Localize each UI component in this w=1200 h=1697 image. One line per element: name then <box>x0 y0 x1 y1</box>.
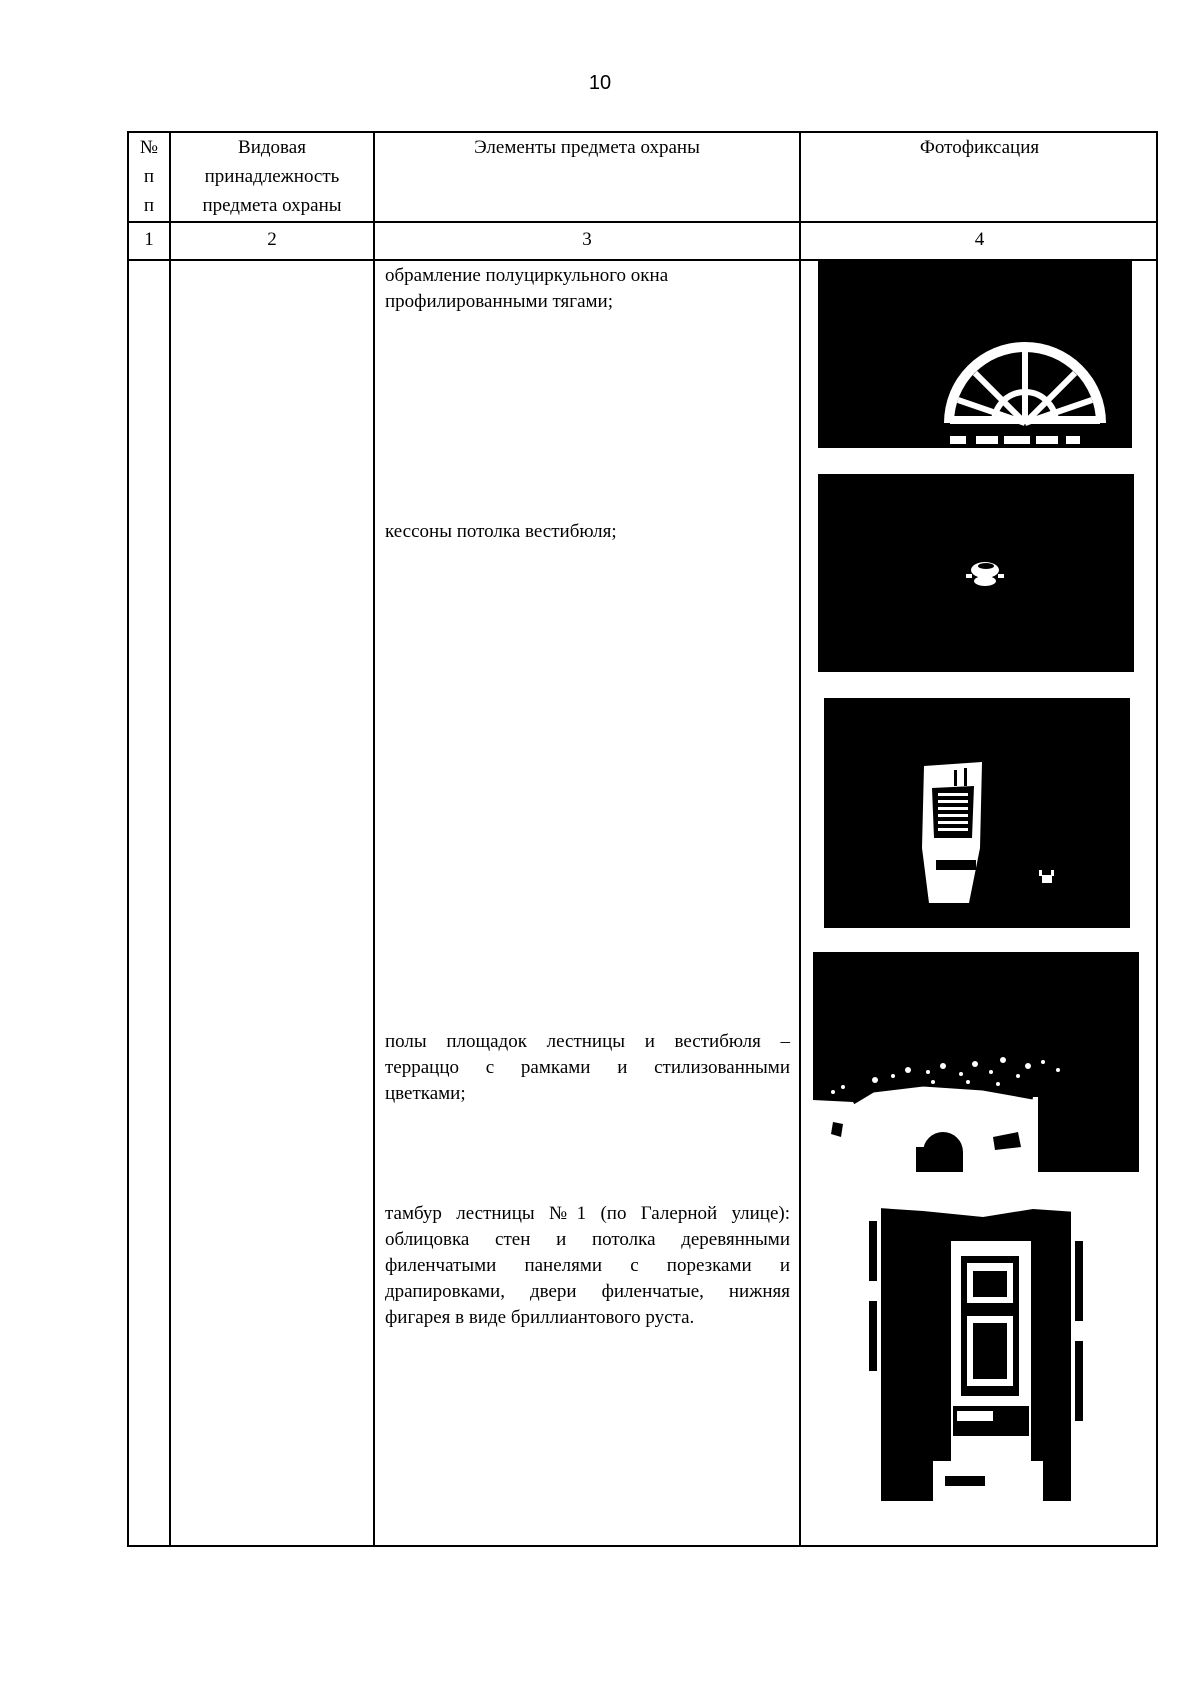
terrazzo-floor-photo <box>813 952 1139 1172</box>
header-type <box>171 133 373 220</box>
element-text-line: терраццо с рамками и стилизованными <box>385 1057 790 1078</box>
column-divider <box>373 133 375 1545</box>
element-description <box>385 519 790 545</box>
header-number-line: № <box>139 137 159 158</box>
column-number: 4 <box>974 229 985 250</box>
header-type-line: принадлежность <box>204 166 340 187</box>
vestibule-panels-photo <box>863 1181 1091 1501</box>
column-number: 2 <box>267 229 277 250</box>
header-divider <box>129 221 1156 223</box>
header-number-line: п <box>143 195 155 216</box>
element-text-line: тамбур лестницы №1 (по Галерной улице): <box>385 1203 790 1224</box>
element-text-line: полы площадок лестницы и вестибюля – <box>385 1031 790 1052</box>
ceiling-coffers-photo <box>818 474 1134 672</box>
column-divider <box>799 133 801 1545</box>
element-text-line: цветками; <box>385 1083 466 1104</box>
arched-window-photo <box>818 260 1132 448</box>
column-number: 3 <box>582 229 592 250</box>
element-text-line: филенчатыми панелями с порезками и <box>385 1255 790 1276</box>
element-description <box>385 1201 790 1331</box>
staircase-photo <box>824 698 1130 928</box>
column-number: 1 <box>144 229 154 250</box>
protection-table <box>127 131 1158 1547</box>
header-elements: Элементы предмета охраны <box>474 137 700 158</box>
element-text-line: кессоны потолка вестибюля; <box>385 521 617 542</box>
element-text-line: профилированными тягами; <box>385 291 613 312</box>
column-divider <box>169 133 171 1545</box>
element-text-line: облицовка стен и потолка деревянными <box>385 1229 790 1250</box>
element-text-line: драпировками, двери филенчатые, нижняя <box>385 1281 790 1302</box>
element-description <box>385 263 790 315</box>
element-text-line: обрамление полуциркульного окна <box>385 265 669 286</box>
element-description <box>385 1029 790 1107</box>
element-text-line: фигарея в виде бриллиантового руста. <box>385 1307 695 1328</box>
header-number <box>129 133 169 220</box>
header-photo: Фотофиксация <box>919 137 1040 158</box>
header-type-line: Видовая <box>238 137 306 158</box>
header-type-line: предмета охраны <box>202 195 342 216</box>
header-number-line: п <box>143 166 155 187</box>
page-number: 10 <box>588 72 612 94</box>
